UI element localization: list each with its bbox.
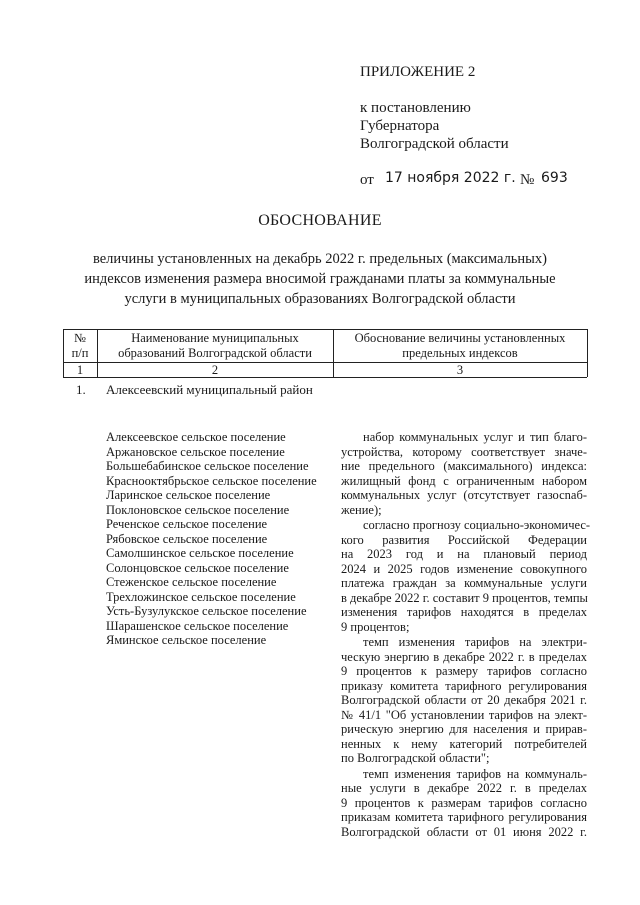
list-item: Ларинское сельское поселение — [106, 488, 271, 502]
justification-line: темп изменения тарифов на электри- — [363, 635, 587, 649]
col-number-header-line: № — [74, 331, 86, 345]
list-item: Самолшинское сельское поселение — [106, 546, 294, 560]
list-item: Большебабинское сельское поселение — [106, 459, 309, 473]
justification-line: Волгоградской области от 20 декабря 2021 г. — [341, 693, 587, 707]
appendix-label: ПРИЛОЖЕНИЕ 2 — [360, 64, 476, 80]
justification-line: в декабре 2022 г. составит 9 процентов, темпы — [341, 590, 588, 605]
justification-paragraph — [341, 518, 591, 634]
justification-line: жилищный фонд с ограниченным набором — [341, 473, 587, 488]
justification-line: приказу комитета тарифного регулирования — [341, 678, 587, 693]
col-justification-header-line: предельных индексов — [402, 346, 518, 360]
list-item: Стеженское сельское поселение — [106, 575, 277, 589]
document-number: 693 — [541, 170, 568, 186]
justification-line: 2024 и 2025 годов изменение совокупного — [341, 561, 587, 576]
justification-line: ние предельного (максимального) индекса: — [341, 459, 587, 473]
justification-line: устройства, которому соответствует значе- — [341, 444, 587, 459]
list-item: Аржановское сельское поселение — [106, 444, 285, 459]
justification-line: жение); — [341, 502, 382, 517]
justification-line: коммунальных услуг (отсутствует газосnаб- — [341, 488, 587, 502]
justification-line: кого развития Российской Федерации — [341, 532, 587, 547]
document-title: ОБОСНОВАНИЕ — [258, 212, 382, 229]
governor-line: Губернатора — [360, 118, 440, 134]
justification-line: рическую энергию для населения и прирав- — [341, 722, 587, 736]
justification-line: приказам комитета тарифного регулирования — [341, 810, 587, 824]
list-item: Солонцовское сельское поселение — [106, 560, 289, 575]
justification-line: ненных к нему категорий потребителей — [341, 736, 587, 751]
table-line-top — [63, 329, 587, 330]
col-number-1: 1 — [76, 363, 84, 377]
list-item: Шарашенское сельское поселение — [106, 618, 289, 633]
subtitle-line: величины установленных на декабрь 2022 г. предельных (максимальных) — [92, 251, 547, 267]
justification-line: на 2023 год и на плановый период — [341, 547, 587, 561]
justification-line: ные услуги в декабре 2022 г. в пределах — [341, 781, 587, 795]
col-name-header-line: образований Волгоградской области — [118, 346, 312, 360]
col-justification-header-line: Обоснование величины установленных — [354, 331, 566, 345]
justification-line: набор коммунальных услуг и тип благо- — [363, 430, 587, 444]
justification-line: изменения тарифов находятся в пределах — [341, 605, 587, 619]
document-subtitle — [0, 249, 640, 309]
justification-line: Волгоградской области от 01 июня 2022 г. — [341, 824, 587, 839]
justification-line: № 41/1 "Об установлении тарифов на элект- — [341, 707, 587, 722]
date-prefix: от — [360, 172, 374, 188]
list-item: Яминское сельское поселение — [106, 633, 267, 647]
subtitle-line: услуги в муниципальных образованиях Волгоградской области — [124, 291, 516, 307]
col-justification-header — [333, 331, 587, 361]
list-item: Реченское сельское поселение — [106, 517, 268, 531]
settlement-list — [106, 430, 317, 648]
justification-paragraph — [341, 635, 587, 766]
document-date: 17 ноября 2022 г. — [385, 170, 516, 186]
list-item: Краснооктябрьское сельское поселение — [106, 473, 317, 488]
justification-line: 9 процентов к размерам тарифов согласно — [341, 795, 587, 810]
justification-line: темп изменения тарифов на коммуналь- — [363, 766, 587, 781]
col-number-header-line: п/п — [71, 346, 89, 360]
justification-line: по Волгоградской области"; — [341, 751, 490, 765]
table-vline-right — [587, 329, 588, 377]
col-number-header — [63, 331, 97, 361]
col-name-header — [97, 331, 333, 361]
list-item: Усть-Бузулукское сельское поселение — [106, 604, 307, 618]
district-name: Алексеевский муниципальный район — [106, 382, 313, 397]
justification-line: согласно прогнозу социально-экономичес- — [363, 518, 591, 532]
row-number: 1. — [76, 382, 86, 397]
region-line: Волгоградской области — [360, 136, 509, 152]
list-item: Алексеевское сельское поселение — [106, 430, 286, 444]
justification-paragraph — [341, 430, 587, 517]
list-item: Трехложинское сельское поселение — [106, 589, 296, 604]
list-item: Рябовское сельское поселение — [106, 531, 268, 546]
list-item: Поклоновское сельское поселение — [106, 502, 290, 517]
justification-line: 9 процентов; — [341, 619, 410, 634]
number-sign: № — [520, 172, 535, 188]
col-number-3: 3 — [456, 363, 464, 377]
col-number-2: 2 — [211, 363, 219, 377]
justification-line: ческую энергию в декабре 2022 г. в пределах — [341, 649, 587, 664]
resolution-line: к постановлению — [360, 100, 471, 116]
col-name-header-line: Наименование муниципальных — [131, 331, 299, 345]
subtitle-line: индексов изменения размера вносимой гражданами платы за коммунальные — [84, 271, 556, 287]
justification-text — [341, 430, 591, 839]
justification-line: 9 процентов к размеру тарифов согласно — [341, 664, 587, 678]
justification-paragraph — [341, 767, 587, 840]
justification-line: платежа граждан за коммунальные услуги — [341, 576, 587, 590]
